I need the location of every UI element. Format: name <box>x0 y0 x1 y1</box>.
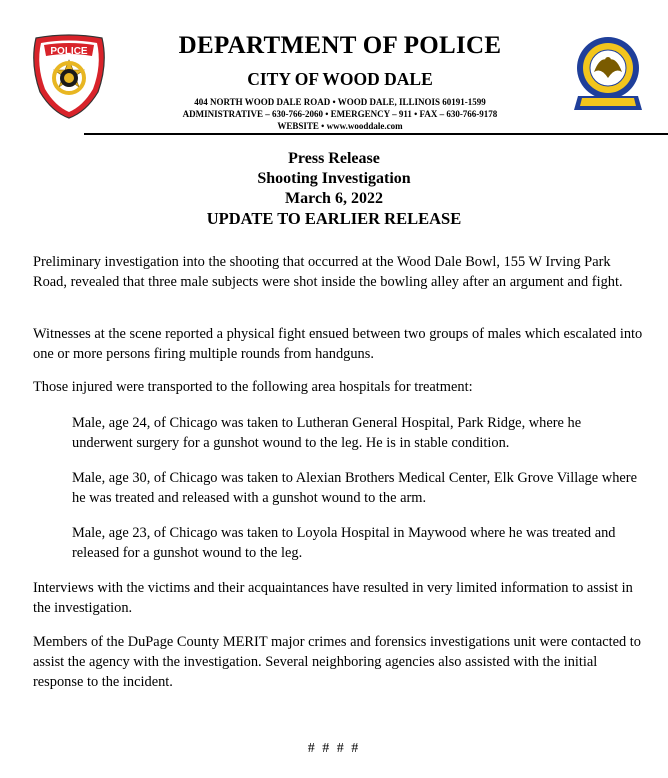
release-update-notice: UPDATE TO EARLIER RELEASE <box>206 209 462 228</box>
seal-logo <box>572 34 644 114</box>
release-heading <box>0 149 668 229</box>
victim-item-1: Male, age 24, of Chicago was taken to Lutheran General Hospital, Park Ridge, where he underwent surgery for a gunshot wound to the leg. He is in stable condition. <box>72 415 582 451</box>
paragraph-preliminary: Preliminary investigation into the shooting that occurred at the Wood Dale Bowl, 155 W Irving Park Road, revealed that three male subjects were shot inside the bowling alley after an argument and fight. <box>33 254 623 290</box>
release-subject: Shooting Investigation <box>257 170 411 187</box>
address-line: 404 NORTH WOOD DALE ROAD • WOOD DALE, ILLINOIS 60191-1599 <box>194 97 486 107</box>
phone-line: ADMINISTRATIVE – 630-766-2060 • EMERGENCY – 911 • FAX – 630-766-9178 <box>182 109 498 119</box>
paragraph-merit: Members of the DuPage County MERIT major crimes and forensics investigations unit were contacted to assist the agency with the investigation. Several neighboring agencies also assisted with the initial response to the incident. <box>33 634 641 690</box>
victim-item-2: Male, age 30, of Chicago was taken to Alexian Brothers Medical Center, Elk Grove Village where he was treated and released with a gunshot wound to the arm. <box>72 470 637 506</box>
svg-text:POLICE: POLICE <box>50 46 88 57</box>
paragraph-witnesses: Witnesses at the scene reported a physical fight ensued between two groups of males which escalated into one or more persons firing multiple rounds from handguns. <box>33 326 643 362</box>
police-badge-logo <box>28 34 110 120</box>
header-divider <box>84 133 668 135</box>
release-type: Press Release <box>288 150 380 167</box>
department-title: DEPARTMENT OF POLICE <box>178 32 502 59</box>
website-line: WEBSITE • www.wooddale.com <box>277 121 403 131</box>
paragraph-injured-intro: Those injured were transported to the following area hospitals for treatment: <box>33 379 473 395</box>
victim-item-3: Male, age 23, of Chicago was taken to Loyola Hospital in Maywood where he was treated and released for a gunshot wound to the leg. <box>72 525 616 561</box>
city-title: CITY OF WOOD DALE <box>247 69 433 89</box>
paragraph-interviews: Interviews with the victims and their acquaintances have resulted in very limited information to assist in the investigation. <box>33 580 633 616</box>
end-mark: # # # # <box>307 741 361 756</box>
release-date: March 6, 2022 <box>285 190 383 207</box>
